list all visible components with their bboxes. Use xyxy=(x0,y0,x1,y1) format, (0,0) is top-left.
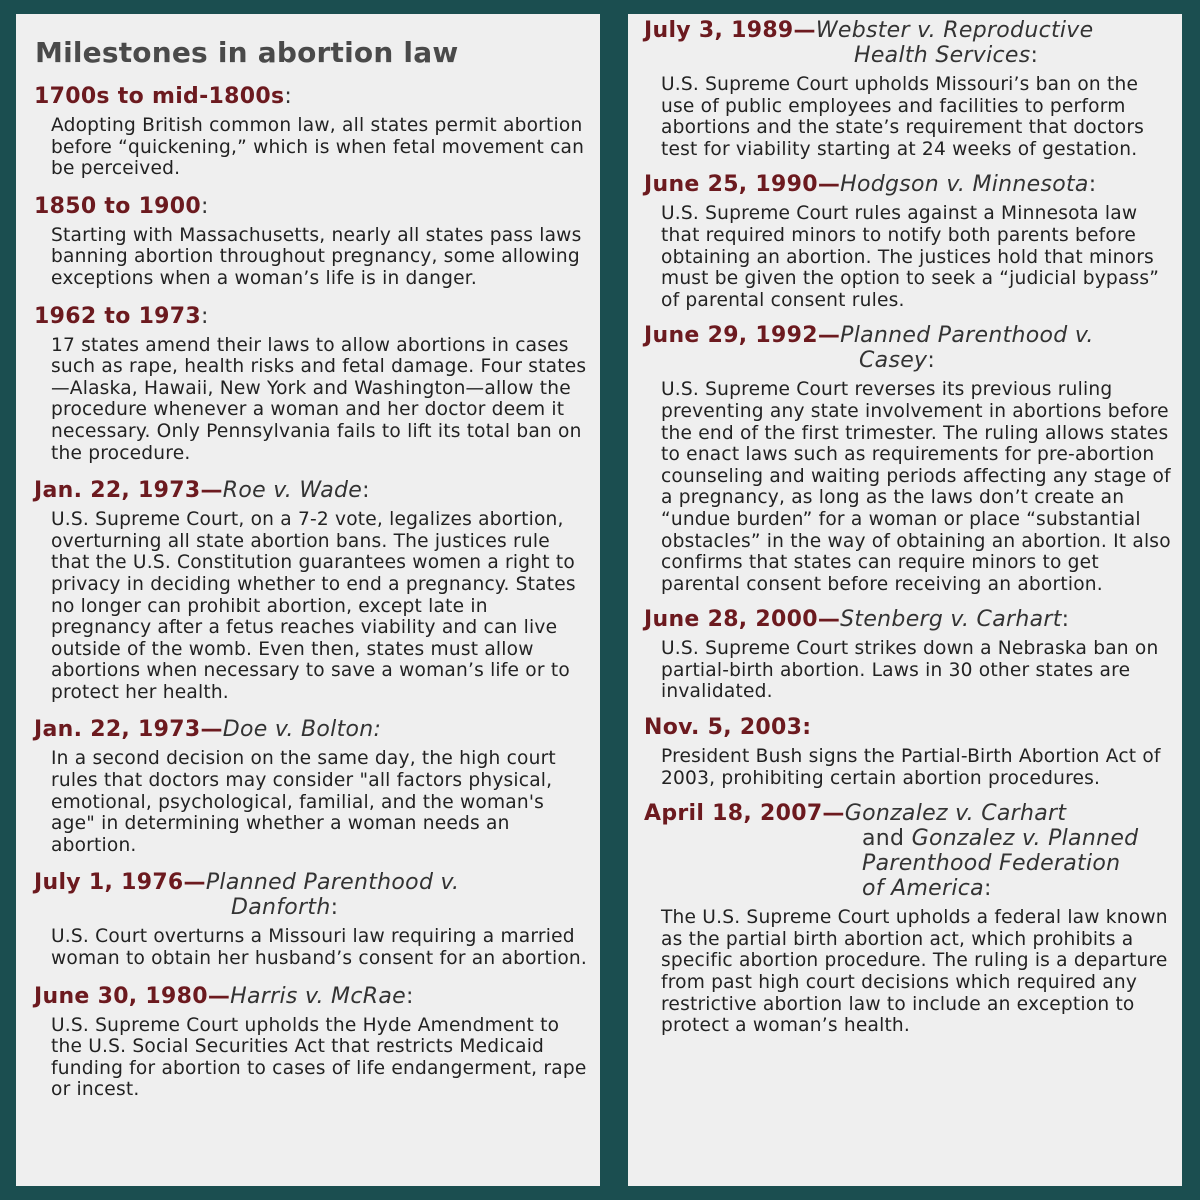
entry-text: Adopting British common law, all states permit abortion before “quickening,” which is when fetal movement can be perceived. xyxy=(51,115,585,180)
page-title: Milestones in abortion law xyxy=(35,36,459,69)
timeline-entry xyxy=(16,304,600,465)
timeline-entry xyxy=(628,801,1182,1037)
timeline-entry xyxy=(16,194,600,290)
entry-heading xyxy=(34,717,600,742)
case-name: Stenberg v. Carhart xyxy=(840,607,1062,633)
entry-text: U.S. Supreme Court upholds the Hyde Amendment to the U.S. Social Securities Act that restricts Medicaid funding for abortion to cases of life endangerment, rape or incest. xyxy=(51,1014,587,1101)
entry-text: U.S. Supreme Court strikes down a Nebraska ban on partial-birth abortion. Laws in 30 other states are invalidated. xyxy=(661,638,1159,703)
right-column xyxy=(628,14,1182,1186)
entry-heading: April 18, 2007—Gonzalez v. Carhart and Gonzalez v. Planned Parenthood Federation of America: xyxy=(644,801,1139,902)
entry-heading: 1850 to 1900: xyxy=(34,193,209,219)
entry-date: April 18, 2007— xyxy=(644,801,845,827)
case-name: Hodgson v. Minnesota xyxy=(840,172,1089,198)
case-name: Planned Parenthood v. xyxy=(205,870,460,896)
entry-heading xyxy=(644,715,1182,740)
entry-text: Starting with Massachusetts, nearly all states pass laws banning abortion throughout pregnancy, some allowing exceptions when a woman’s life is in danger. xyxy=(51,224,582,289)
timeline-entry xyxy=(16,984,600,1101)
entry-heading: June 25, 1990—Hodgson v. Minnesota: xyxy=(644,172,1097,198)
entry-text: U.S. Supreme Court upholds Missouri’s ban on the use of public employees and facilities to perform abortions and the state’s requirement that doctors test for viability starting at 24 weeks of gestation. xyxy=(661,74,1145,160)
conjunction: and xyxy=(862,826,905,852)
case-name-line2: Gonzalez v. Planned xyxy=(911,826,1139,852)
entry-text: U.S. Supreme Court, on a 7-2 vote, legalizes abortion, overturning all state abortion bans. The justices rule that the U.S. Constitution guarantees women a right to privacy in deciding whether to end a pregnancy. States no longer can prohibit abortion, except late in pregnancy after a fetus reaches viability and can live outside of the womb. Even then, states must allow abortions when necessary to save a woman’s life or to protect her health. xyxy=(51,509,576,703)
entry-heading: 1962 to 1973: xyxy=(34,303,209,329)
entry-date: Jan. 22, 1973— xyxy=(34,717,223,743)
case-name-line2: Casey xyxy=(859,348,928,374)
entry-text: The U.S. Supreme Court upholds a federal law known as the partial birth abortion act, which prohibits a specific abortion procedure. The ruling is a departure from past high court decisions which required any restrictive abortion law to include an exception to protect a woman’s health. xyxy=(661,907,1168,1037)
entry-date: Jan. 22, 1973— xyxy=(34,478,223,504)
entry-heading: July 3, 1989—Webster v. Reproductive Health Services: xyxy=(644,18,1094,68)
timeline-entry xyxy=(16,478,600,703)
entry-heading: July 1, 1976—Planned Parenthood v. Danforth: xyxy=(34,870,460,921)
case-name: Doe v. Bolton: xyxy=(222,717,382,743)
timeline-entry xyxy=(16,870,600,969)
case-name-line2: Danforth xyxy=(231,895,331,921)
entry-date: July 3, 1989— xyxy=(644,18,816,43)
case-name: Gonzalez v. Carhart xyxy=(844,801,1067,827)
entry-date: June 25, 1990— xyxy=(644,172,841,198)
entry-date: 1700s to mid-1800s xyxy=(34,84,285,109)
entry-date: June 28, 2000— xyxy=(644,607,841,633)
case-name-line4: of America xyxy=(862,876,984,902)
timeline-entry xyxy=(16,717,600,856)
entry-date: 1850 to 1900 xyxy=(34,193,202,219)
case-name: Harris v. McRae xyxy=(230,983,406,1009)
entry-date: June 30, 1980— xyxy=(34,983,231,1009)
entry-text: President Bush signs the Partial-Birth Abortion Act of 2003, prohibiting certain abortion procedures. xyxy=(661,746,1161,789)
entry-heading: Jan. 22, 1973—Roe v. Wade: xyxy=(34,478,370,504)
entry-text: U.S. Court overturns a Missouri law requiring a married woman to obtain her husband’s consent for an abortion. xyxy=(51,926,588,970)
case-name: Webster v. Reproductive xyxy=(815,18,1094,43)
timeline-entry xyxy=(628,607,1182,703)
entry-text: In a second decision on the same day, the high court rules that doctors may consider "all factors physical, emotional, psychological, familial, and the woman's age" in determining whether a woman needs an abortion. xyxy=(51,748,556,856)
entry-text: U.S. Supreme Court rules against a Minnesota law that required minors to notify both parents before obtaining an abortion. The justices hold that minors must be given the option to seek a “judicial bypass” of parental consent rules. xyxy=(661,203,1160,311)
timeline-entry xyxy=(628,715,1182,789)
entry-date: July 1, 1976— xyxy=(34,870,206,896)
timeline-entry xyxy=(16,84,600,180)
entry-date: Nov. 5, 2003: xyxy=(644,715,812,741)
entry-text: 17 states amend their laws to allow abortions in cases such as rape, health risks and fetal damage. Four states—Alaska, Hawaii, New York and Washington—allow the procedure whenever a woman and her doctor deem it necessary. Only Pennsylvania fails to lift its total ban on the procedure. xyxy=(51,334,587,464)
timeline-entry xyxy=(628,18,1182,160)
entry-date: June 29, 1992— xyxy=(644,323,841,349)
entry-text: U.S. Supreme Court reverses its previous ruling preventing any state involvement in abortions before the end of the first trimester. The ruling allows states to enact laws such as requirements for pre-abortion counseling and waiting periods affecting any stage of a pregnancy, as long as the laws don’t create an “undue burden” for a woman or place “substantial obstacles” in the way of obtaining an abortion. It also confirms that states can require minors to get parental consent before receiving an abortion. xyxy=(661,379,1171,595)
case-name-line2: Health Services xyxy=(854,43,1031,68)
left-column xyxy=(16,14,600,1186)
entry-heading: 1700s to mid-1800s: xyxy=(34,84,293,109)
case-name: Roe v. Wade xyxy=(222,478,363,504)
entry-heading: June 28, 2000—Stenberg v. Carhart: xyxy=(644,607,1070,633)
case-name: Planned Parenthood v. xyxy=(840,323,1094,349)
timeline-entry xyxy=(628,323,1182,595)
timeline-entry xyxy=(628,172,1182,311)
entry-heading: June 29, 1992—Planned Parenthood v. Casey: xyxy=(644,323,1094,374)
entry-heading: June 30, 1980—Harris v. McRae: xyxy=(34,983,414,1009)
entry-date: 1962 to 1973 xyxy=(34,303,202,329)
case-name-line3: Parenthood Federation xyxy=(862,851,1121,877)
